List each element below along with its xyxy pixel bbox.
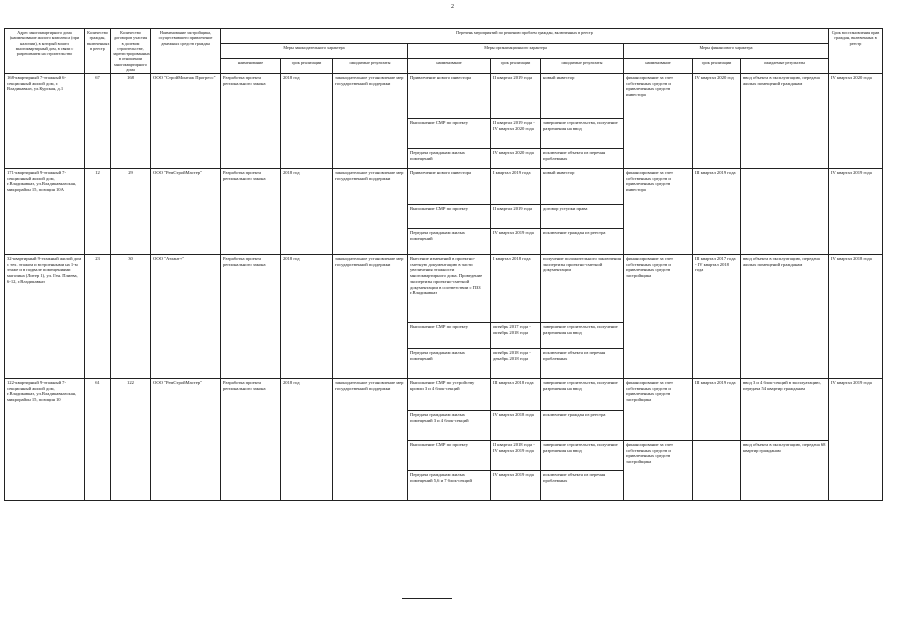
cell-org-result: новый инвестор bbox=[541, 169, 624, 205]
cell-org-name: Передача гражданам жилых помещений bbox=[408, 229, 491, 255]
cell-legal-name: Разработка проекта регионального закона bbox=[221, 255, 281, 379]
table-row bbox=[5, 379, 883, 411]
cell-org-term: I квартал 2018 года bbox=[491, 255, 541, 323]
cell-org-name: Передача гражданам жилых помещений 5,6 и 7 блок-секций bbox=[408, 471, 491, 501]
header-developer: Наименование застройщика, осуществившего привлечение денежных средств граждан bbox=[151, 29, 221, 74]
cell-org-term: IV квартал 2018 года bbox=[491, 411, 541, 441]
cell-org-term: II квартал 2019 года bbox=[491, 74, 541, 119]
cell-org-name: Внесение изменений в проектно-сметную документацию в части увеличения этажности многоквартирного дома. Проведение экспертизы проектно-сметной документации в соответствии с ПЗЗ г.Владикавказ bbox=[408, 255, 491, 323]
cell-address: 122-квартирный 9-этажный 7-секционный жилой дом, г.Владикавказ, ул.Владикавказская, микрорайон 15, позиция 10 bbox=[5, 379, 85, 501]
cell-legal-term: 2018 год bbox=[281, 379, 333, 501]
cell-legal-term: 2018 год bbox=[281, 169, 333, 255]
cell-address: 32-квартирный 9-этажный жилой дом с тех. этажом и встроенными на 1-м этаже и в подвале помещениями магазина (Литер 1), ул. Ген. Плиева, 6-12, г.Владикавказ bbox=[5, 255, 85, 379]
cell-org-result: завершение строительства, получение разрешения на ввод bbox=[541, 441, 624, 471]
cell-developer: ООО "СтройМонтаж Прогресс" bbox=[151, 74, 221, 169]
cell-developer: ООО "РемСтройМастер" bbox=[151, 379, 221, 501]
header-org-name: наименование bbox=[408, 59, 491, 74]
cell-legal-term: 2018 год bbox=[281, 255, 333, 379]
cell-org-result: получение положительного заключения экспертизы проектно-сметной документации bbox=[541, 255, 624, 323]
header-fin-name: наименование bbox=[624, 59, 693, 74]
cell-org-result: новый инвестор bbox=[541, 74, 624, 119]
footer-divider bbox=[402, 598, 452, 599]
cell-fin-name: финансирование за счет собственных средств и привлеченных средств инвестора bbox=[624, 74, 693, 169]
cell-developer: ООО "Атлант+" bbox=[151, 255, 221, 379]
cell-citizens: 12 bbox=[85, 169, 111, 255]
cell-org-name: Выполнение СМР по проекту bbox=[408, 441, 491, 471]
cell-developer: ООО "РемСтройМастер" bbox=[151, 169, 221, 255]
header-org-term: срок реализации bbox=[491, 59, 541, 74]
page-number: 2 bbox=[451, 4, 454, 10]
cell-org-result: завершение строительства, получение разрешения на ввод bbox=[541, 379, 624, 411]
cell-fin-name: финансирование за счет собственных средств и привлеченных средств застройщика bbox=[624, 379, 693, 441]
registry-table bbox=[4, 28, 883, 501]
table-row bbox=[5, 255, 883, 323]
cell-legal-result: законодательное установление мер государственной поддержки bbox=[333, 255, 408, 379]
cell-fin-term: III квартал 2017 года - IV квартал 2018 года bbox=[693, 255, 741, 379]
cell-legal-term: 2018 год bbox=[281, 74, 333, 169]
cell-org-result: договор уступки права bbox=[541, 205, 624, 229]
cell-citizens: 23 bbox=[85, 255, 111, 379]
cell-fin-term: IV квартал 2020 год bbox=[693, 74, 741, 169]
cell-org-result: исключение объекта из перечня проблемных bbox=[541, 149, 624, 169]
header-contracts: Количество договоров участия в долевом строительстве, зарегистрированных в отношении многоквартирного дома bbox=[111, 29, 151, 74]
cell-org-term: I квартал 2019 года bbox=[491, 169, 541, 205]
header-legal-name: наименование bbox=[221, 59, 281, 74]
cell-legal-result: законодательное установление мер государственной поддержки bbox=[333, 74, 408, 169]
cell-org-name: Передача гражданам жилых помещений bbox=[408, 149, 491, 169]
cell-deadline: IV квартал 2019 года bbox=[829, 379, 883, 501]
cell-address: 171-квартирный 9-этажный 7-секционный жилой дом, г.Владикавказ, ул.Владикавказская, микрорайон 15, позиция 10А bbox=[5, 169, 85, 255]
cell-org-term: II квартал 2018 года - IV квартал 2019 года bbox=[491, 441, 541, 471]
cell-org-term: II квартал 2019 года bbox=[491, 205, 541, 229]
header-fin-term: срок реализации bbox=[693, 59, 741, 74]
header-deadline: Срок восстановления прав граждан, включенных в реестр bbox=[829, 29, 883, 74]
cell-org-term: октябрь 2017 года - октябрь 2018 года bbox=[491, 323, 541, 349]
cell-citizens: 67 bbox=[85, 74, 111, 169]
cell-org-name: Выполнение СМР по проекту bbox=[408, 323, 491, 349]
cell-legal-result: законодательное установление мер государственной поддержки bbox=[333, 379, 408, 501]
cell-legal-name: Разработка проекта регионального закона bbox=[221, 74, 281, 169]
header-legal: Меры законодательного характера bbox=[221, 44, 408, 59]
cell-contracts: 29 bbox=[111, 169, 151, 255]
cell-legal-name: Разработка проекта регионального закона bbox=[221, 379, 281, 501]
cell-org-term: октябрь 2018 года - декабрь 2018 года bbox=[491, 349, 541, 379]
cell-org-name: Привлечение нового инвестора bbox=[408, 74, 491, 119]
cell-org-result: завершение строительства, получение разрешения на ввод bbox=[541, 323, 624, 349]
cell-org-name: Передача гражданам жилых помещений bbox=[408, 349, 491, 379]
cell-fin-term: III квартал 2019 года bbox=[693, 379, 741, 441]
cell-org-result: исключение объекта из перечня проблемных bbox=[541, 349, 624, 379]
cell-legal-name: Разработка проекта регионального закона bbox=[221, 169, 281, 255]
header-address: Адрес многоквартирного дома (наименование жилого комплекса (при наличии), в который вошел многоквартирный дом, в связи с разрешением на строительство bbox=[5, 29, 85, 74]
cell-fin-name: финансирование за счет собственных средств и привлеченных средств застройщика bbox=[624, 441, 693, 501]
cell-org-result: завершение строительства, получение разрешения на ввод bbox=[541, 119, 624, 149]
cell-org-term: III квартал 2018 года bbox=[491, 379, 541, 411]
cell-fin-result: ввод объекта в эксплуатацию, передача жилых помещений гражданам bbox=[741, 255, 829, 379]
cell-org-term: IV квартал 2019 года bbox=[491, 229, 541, 255]
header-legal-term: срок реализации bbox=[281, 59, 333, 74]
cell-citizens: 61 bbox=[85, 379, 111, 501]
header-fin-result: ожидаемые результаты bbox=[741, 59, 829, 74]
header-citizens: Количество граждан, включенных в реестр bbox=[85, 29, 111, 74]
cell-deadline: IV квартал 2018 года bbox=[829, 255, 883, 379]
cell-fin-result bbox=[741, 169, 829, 255]
cell-org-term: IV квартал 2019 года bbox=[491, 471, 541, 501]
cell-fin-term bbox=[693, 441, 741, 501]
table-row bbox=[5, 169, 883, 205]
cell-org-result: исключение граждан из реестра bbox=[541, 229, 624, 255]
cell-fin-name: финансирование за счет собственных средств и привлеченных средств инвестора bbox=[624, 169, 693, 255]
cell-org-result: исключение граждан из реестра bbox=[541, 411, 624, 441]
header-fin: Меры финансового характера bbox=[624, 44, 829, 59]
cell-org-term: II квартал 2019 года - IV квартал 2020 года bbox=[491, 119, 541, 149]
table-row bbox=[5, 74, 883, 119]
cell-contracts: 30 bbox=[111, 255, 151, 379]
cell-org-name: Выполнение СМР по проекту bbox=[408, 119, 491, 149]
cell-deadline: IV квартал 2020 года bbox=[829, 74, 883, 169]
cell-deadline: IV квартал 2019 года bbox=[829, 169, 883, 255]
cell-org-name: Выполнение СМР по устройству кровли 3 и 4 блок-секций bbox=[408, 379, 491, 411]
cell-org-term: IV квартал 2020 года bbox=[491, 149, 541, 169]
cell-fin-term: III квартал 2019 года bbox=[693, 169, 741, 255]
cell-contracts: 168 bbox=[111, 74, 151, 169]
cell-legal-result: законодательное установление мер государственной поддержки bbox=[333, 169, 408, 255]
cell-fin-result: ввод объекта в эксплуатацию, передача 68 квартир гражданам bbox=[741, 441, 829, 501]
cell-fin-result: ввод объекта в эксплуатацию, передача жилых помещений гражданам bbox=[741, 74, 829, 169]
cell-org-name: Передача гражданам жилых помещений 3 и 4 блок-секций bbox=[408, 411, 491, 441]
cell-org-result: исключение объекта из перечня проблемных bbox=[541, 471, 624, 501]
cell-fin-result: ввод 3 и 4 блок-секций в эксплуатацию, передача 54 квартир гражданам bbox=[741, 379, 829, 441]
header-org-result: ожидаемые результаты bbox=[541, 59, 624, 74]
cell-address: 168-квартирный 7-этажный 6-секционный жилой дом, г. Владикавказ, ул.Курская, д.1 bbox=[5, 74, 85, 169]
header-measures: Перечень мероприятий по решению проблем граждан, включенных в реестр bbox=[221, 29, 829, 44]
cell-contracts: 122 bbox=[111, 379, 151, 501]
cell-fin-name: финансирование за счет собственных средств и привлеченных средств застройщика bbox=[624, 255, 693, 379]
cell-org-name: Выполнение СМР по проекту bbox=[408, 205, 491, 229]
header-org: Меры организационного характера bbox=[408, 44, 624, 59]
header-legal-result: ожидаемые результаты bbox=[333, 59, 408, 74]
cell-org-name: Привлечение нового инвестора bbox=[408, 169, 491, 205]
